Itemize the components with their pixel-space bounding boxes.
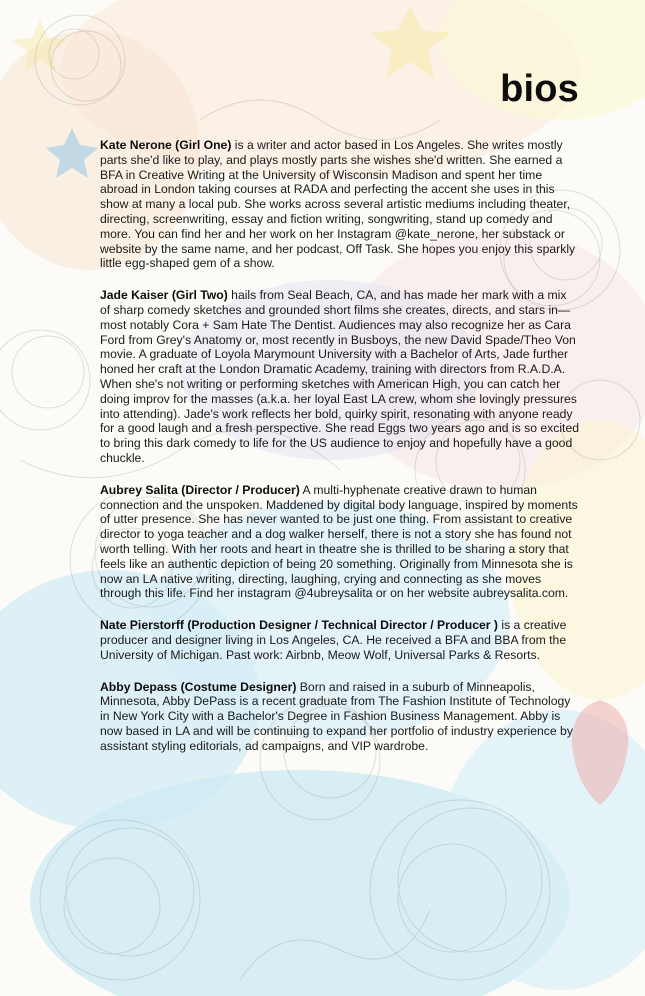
bio-name: Aubrey Salita (Director / Producer): [100, 482, 300, 497]
bio-nate-pierstorff: [100, 618, 580, 662]
bio-name: Abby Depass (Costume Designer): [100, 679, 297, 694]
bios-list: [100, 138, 580, 770]
bio-aubrey-salita: [100, 483, 580, 601]
bio-text: Born and raised in a suburb of Minneapolis, Minnesota, Abby DePass is a recent graduate from The Fashion Institute of Technology in New York City with a Bachelor's Degree in Fashion Business Management. Abby is now based in LA and will be continuing to expand her portfolio of industry experience by assistant styling editorials, ad campaigns, and VIP wardrobe.: [100, 679, 573, 753]
bio-text: A multi-hyphenate creative drawn to human connection and the unspoken. Maddened by digital body language, inspired by moments of utter presence. She has never wanted to be just one thing. From assistant to creative director to yoga teacher and a dog walker herself, there is not a story she has found not worth telling. With her roots and heart in theatre she is thrilled to be sharing a story that feels like an authentic depiction of being 20 something. Originally from Minnesota she is now an LA native writing, directing, laughing, crying and connecting as she moves through this life. Find her instagram @4ubreysalita or on her website aubreysalita.com.: [100, 482, 578, 601]
bio-text: is a creative producer and designer living in Los Angeles, CA. He received a BFA and BBA from the University of Michigan. Past work: Airbnb, Meow Wolf, Universal Parks & Resorts.: [100, 618, 567, 662]
bio-name: Kate Nerone (Girl One): [100, 138, 232, 152]
bio-jade-kaiser: [100, 288, 580, 466]
bio-text: is a writer and actor based in Los Angeles. She writes mostly parts she'd like to play, and plays mostly parts she wishes she'd written. She earned a BFA in Creative Writing at the University of Wisconsin Madison and spent her time abroad in London taking courses at RADA and perfecting the accent she uses in this show at many a local pub. She works across several artistic mediums including theater, directing, screenwriting, essay and fiction writing, songwriting, stand up comedy and more. You can find her and her work on her Instagram @kate_nerone, her substack or website by the same name, and her podcast, Off Task. She hopes you enjoy this sparkly little egg-shaped gem of a show.: [100, 138, 576, 271]
bio-text: hails from Seal Beach, CA, and has made her mark with a mix of sharp comedy sketches and grounded short films she creates, directs, and stars in—most notably Cora + Sam Hate The Dentist. Audiences may also recognize her as Cara Ford from Grey's Anatomy or, most recently in Busboys, the new David Spade/Theo Von movie. A graduate of Loyola Marymount University with a Bachelor of Arts, Jade further honed her craft at the London Dramatic Academy, training with directors from R.A.D.A. When she's not writing or performing sketches with American High, you can catch her doing improv for the masses (a.k.a. her loyal East LA crew, whom she lovingly pressures into attending). Jade's work reflects her bold, quirky spirit, resonating with anyone ready for a good laugh and a fresh perspective. She read Eggs two years ago and is so excited to bring this dark comedy to life for the US audience to enjoy and hopefully have a good chuckle.: [100, 288, 579, 465]
page-title: bios: [500, 68, 579, 110]
bio-name: Nate Pierstorff (Production Designer / Technical Director / Producer ): [100, 618, 498, 633]
bio-kate-nerone: [100, 138, 580, 271]
bio-name: Jade Kaiser (Girl Two): [100, 288, 228, 303]
bio-abby-depass: [100, 680, 580, 754]
